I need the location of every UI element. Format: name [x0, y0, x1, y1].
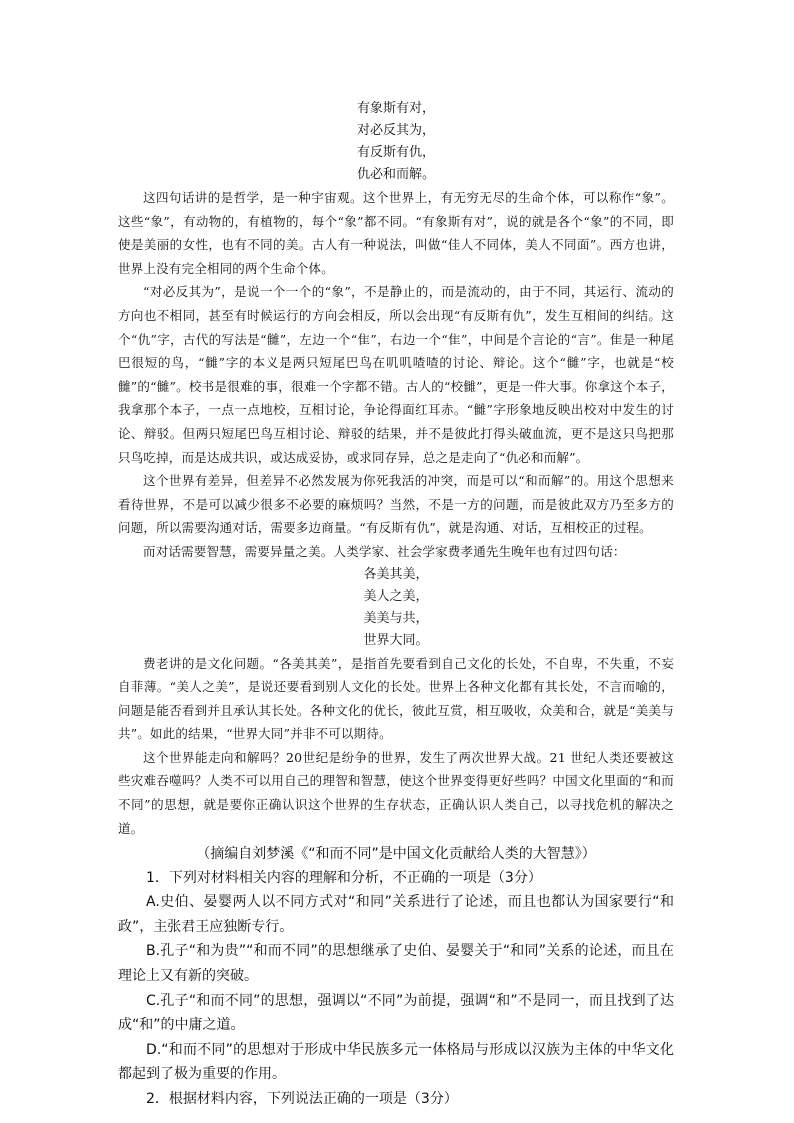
poem-line: 世界大同。: [363, 632, 429, 648]
question-1-option-a: A.史伯、晏婴两人以不同方式对“和同”关系进行了论述，而且也都认为国家要行“和政”，主张君王应独断专行。: [118, 894, 674, 935]
poem-line: 美人之美，: [363, 588, 429, 604]
body-paragraph: “对必反其为”，是说一个一个的“象”，不是静止的，而是流动的，由于不同，其运行、流动的方向也不相同，甚至有时候运行的方向会相反，所以会出现“有反斯有仇”，发生互相间的纠结。这个“仇”字，古代的写法是“雠”，左边一个“隹”，右边一个“隹”，中间是个言论的“言”。隹是一种尾巴很短的鸟，“雠”字的本义是两只短尾巴鸟在叽叽喳喳的讨论、辩论。这个“雠”字，也就是“校雠”的“雠”。校书是很难的事，很难一个字都不错。古人的“校雠”，更是一件大事。你拿这个本子，我拿那个本子，一点一点地校，互相讨论，争论得面红耳赤。“雠”字形象地反映出校对中发生的讨论、辩驳。但两只短尾巴鸟互相讨论、辩驳的结果，并不是彼此打得头破血流，更不是这只鸟把那只鸟吃掉，而是达成共识，或达成妥协，或求同存异，总之是走向了“仇必和而解”。: [118, 284, 674, 465]
body-paragraph: 费老讲的是文化问题。“各美其美”，是指首先要看到自己文化的长处，不自卑，不失重，不妄自菲薄。“美人之美”，是说还要看到别人文化的长处。世界上各种文化都有其长处，不言而喻的，问题是能否看到并且承认其长处。各种文化的优长，彼此互赏，相互吸收，众美和合，就是“美美与共”。如此的结果，“世界大同”并非不可以期待。: [118, 655, 674, 742]
poem-line: 美美与共，: [363, 610, 429, 626]
body-paragraph: 这个世界能走向和解吗？20世纪是纷争的世界，发生了两次世界大战。21 世纪人类还要被这些灾难吞噬吗？人类不可以用自己的理智和智慧，使这个世界变得更好些吗？中国文化里面的“和而不同”的思想，就是要你正确认识这个世界的生存状态，正确认识人类自己，以寻找危机的解决之道。: [118, 749, 674, 836]
body-paragraph: 这四句话讲的是哲学，是一种宇宙观。这个世界上，有无穷无尽的生命个体，可以称作“象”。这些“象”，有动物的，有植物的，每个“象”都不同。“有象斯有对”，说的就是各个“象”的不同，即使是美丽的女性，也有不同的美。古人有一种说法，叫做“佳人不同体，美人不同面”。西方也讲，世界上没有完全相同的两个生命个体。: [118, 190, 674, 276]
poem-line: 各美其美，: [363, 566, 429, 582]
question-1-option-b: B.孔子“和为贵”“和而不同”的思想继承了史伯、晏婴关于“和同”关系的论述，而且在理论上又有新的突破。: [118, 943, 674, 985]
poem-line: 有象斯有对，: [356, 101, 435, 116]
poem-line: 仇必和而解。: [356, 167, 435, 182]
question-1-option-d: D.“和而不同”的思想对于形成中华民族多元一体格局与形成以汉族为主体的中华文化都起到了极为重要的作用。: [118, 1041, 674, 1083]
question-1-option-c: C.孔子“和而不同”的思想，强调以“不同”为前提，强调“和”不是同一，而且找到了达成“和”的中庸之道。: [118, 992, 674, 1034]
body-paragraph: 这个世界有差异，但差异不必然发展为你死我活的冲突，而是可以“和而解”的。用这个思想来看待世界，不是可以减少很多不必要的麻烦吗？当然，不是一方的问题，而是彼此双方乃至多方的问题，所以需要沟通对话，需要多边商量。“有反斯有仇”，就是沟通、对话，互相校正的过程。: [118, 473, 674, 536]
question-2-stem: 2．根据材料内容，下列说法正确的一项是（3分）: [146, 1091, 458, 1107]
poem-line: 对必反其为，: [356, 123, 435, 138]
opening-poem: [118, 98, 674, 186]
source-citation: （摘编自刘梦溪《“和而不同”是中国文化贡献给人类的大智慧》）: [196, 846, 596, 863]
poem-line: 有反斯有仇，: [356, 145, 435, 160]
question-1-stem: 1．下列对材料相关内容的理解和分析，不正确的一项是（3分）: [146, 870, 542, 887]
fei-xiaotong-poem: [118, 564, 674, 652]
article-content: [118, 98, 674, 1111]
body-paragraph: 而对话需要智慧，需要异量之美。人类学家、社会学家费孝通先生晚年也有过四句话：: [143, 543, 626, 559]
